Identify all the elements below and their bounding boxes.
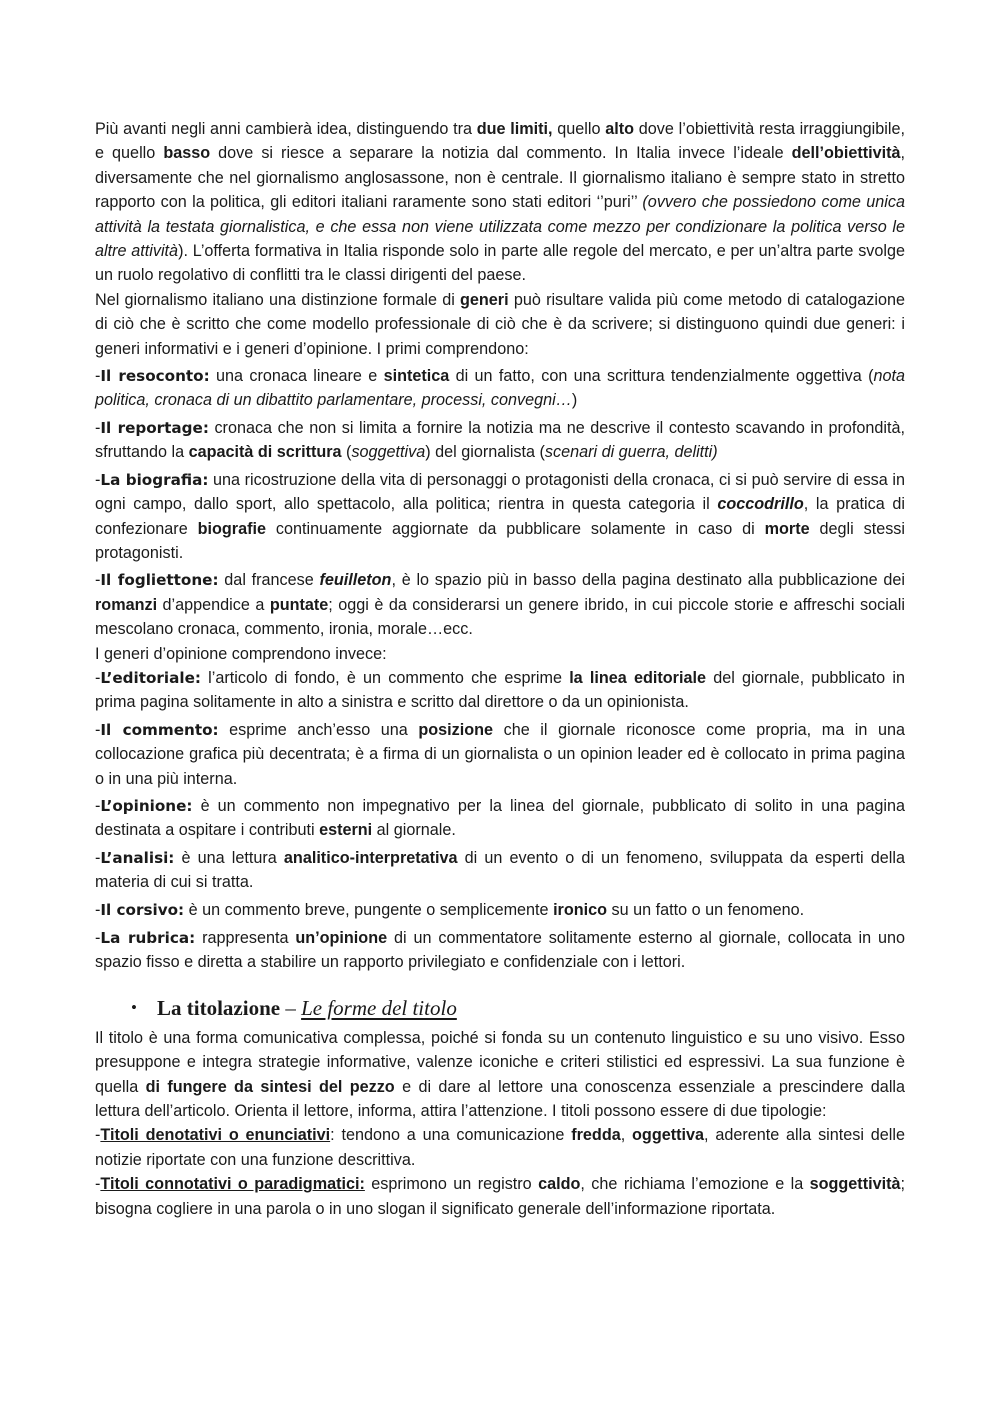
text-run: coccodrillo xyxy=(717,495,804,514)
text-run: d’appendice a xyxy=(157,595,270,614)
text-run: cronaca che non si limita a fornire la notizia ma ne descrive il contesto scavando in profondità, sfruttando la xyxy=(95,418,906,462)
text-run: - xyxy=(95,720,101,739)
text-run: l’articolo di fondo, è un commento che esprime xyxy=(200,668,570,687)
text-run: - xyxy=(95,571,101,590)
text-run: rappresenta xyxy=(195,929,296,947)
genre-term: La biografia: xyxy=(100,470,209,489)
text-run: feuilleton xyxy=(319,571,392,590)
text-run: romanzi xyxy=(95,595,158,614)
text-run: ; oggi è da considerarsi un genere ibrido, in cui piccole storie e affreschi sociali mescolano cronaca, commento, ironia, morale…ecc. xyxy=(95,595,905,639)
text-run: - xyxy=(95,418,101,437)
text-run: biografie xyxy=(197,519,266,538)
text-run: - xyxy=(95,796,101,815)
text-run: è un commento non impegnativo per la linea del giornale, pubblicato di solito in una pagina destinata a ospitare i contributi xyxy=(95,796,905,840)
text-run: - xyxy=(95,1175,101,1194)
text-run: al giornale. xyxy=(372,821,456,840)
text-run: sintetica xyxy=(383,367,450,386)
genre-term: Il corsivo: xyxy=(100,900,185,919)
text-run: esterni xyxy=(319,821,373,840)
text-run: - xyxy=(95,470,101,489)
text-run: capacità di scrittura xyxy=(188,443,342,462)
text-run: una cronaca lineare e xyxy=(209,367,384,386)
text-run: , xyxy=(620,1126,633,1145)
text-run: - xyxy=(95,929,101,947)
text-run: - xyxy=(95,668,101,687)
text-run: è un commento breve, pungente o semplicemente xyxy=(184,900,554,919)
text-run: morte xyxy=(764,519,810,538)
text-run: , diversamente che nel giornalismo anglosassone, non è centrale. Il giornalismo italiano è sempre stato in stretto rapporto con la politica, gli editori italiani raramente sono stati editori ‘’puri’’ xyxy=(95,144,905,212)
text-run: fredda xyxy=(571,1126,621,1145)
text-run: di un commentatore solitamente esterno al giornale, collocata in uno spazio fisso e diretta a stabilire un rapporto privilegiato e confidenziale con i lettori. xyxy=(95,929,905,972)
text-run: oggettiva xyxy=(632,1126,704,1145)
paragraph-genres xyxy=(95,288,905,361)
text-run: ( xyxy=(341,443,352,462)
genre-term: Il commento: xyxy=(100,720,219,739)
text-run: analitico-interpretativa xyxy=(283,848,458,867)
text-run: soggettività xyxy=(809,1175,901,1194)
text-run: del giornale, pubblicato in prima pagina solitamente in alto a sinistra e scritto dal direttore o da un opinionista. xyxy=(95,668,905,712)
genre-feuilleton xyxy=(95,568,905,641)
text-run: Titoli connotativi o paradigmatici: xyxy=(100,1175,365,1194)
text-run: è una lettura xyxy=(174,848,284,867)
text-run: nota politica, cronaca di un dibattito parlamentare, processi, convegni… xyxy=(95,367,905,410)
text-run: dove si riesce a separare la notizia dal commento. In Italia invece l’ideale xyxy=(210,144,792,163)
text-run: dove l’obiettività resta irraggiungibile, e quello xyxy=(95,120,905,163)
text-run: posizione xyxy=(418,720,494,739)
text-run: - xyxy=(95,1126,101,1145)
genre-resoconto xyxy=(95,364,905,413)
document-page xyxy=(95,117,905,1221)
section-heading xyxy=(95,993,905,1023)
text-run: può risultare valida più come metodo di catalogazione di ciò che è scritto che come modello professionale di ciò che è da scrivere; si distinguono quindi due generi: i generi informativi e i generi d’opinione. I primi comprendono: xyxy=(95,290,905,358)
text-run: dell’obiettività xyxy=(791,144,901,163)
text-run: , che richiama l’emozione e la xyxy=(580,1175,810,1194)
text-run: alto xyxy=(605,120,635,138)
genre-editoriale xyxy=(95,666,905,715)
text-run: Più avanti negli anni cambierà idea, distinguendo tra xyxy=(95,120,477,138)
text-run: due limiti, xyxy=(476,120,553,138)
genre-term: Il fogliettone: xyxy=(100,571,219,590)
text-run: basso xyxy=(163,144,211,163)
text-run: - xyxy=(95,367,101,386)
genre-analisi xyxy=(95,846,905,895)
text-run: generi xyxy=(460,290,509,309)
genre-term: La rubrica: xyxy=(100,929,196,947)
text-run: , aderente alla sintesi delle notizie riportate con una funzione descrittiva. xyxy=(95,1126,905,1169)
genre-reportage xyxy=(95,416,905,465)
text-run: di un evento o di un fenomeno, sviluppata da esperti della materia di cui si tratta. xyxy=(95,848,905,892)
genre-term: Il reportage: xyxy=(100,418,209,437)
genre-biografia xyxy=(95,468,905,566)
text-run: quello xyxy=(552,120,606,138)
text-run: soggettiva xyxy=(351,443,426,462)
paragraph-opinion-genres xyxy=(95,642,905,666)
text-run: caldo xyxy=(538,1175,581,1194)
text-run: di un fatto, con una scrittura tendenzialmente oggettiva ( xyxy=(449,367,874,386)
text-run: esprimono un registro xyxy=(364,1175,539,1194)
text-run: che il giornale riconosce come propria, ma in una collocazione grafica più decentrata; è a firma di un giornalista o un opinion leader ed è collocato in prima pagina o in una più interna. xyxy=(95,720,905,788)
text-run: ) xyxy=(571,391,578,410)
text-run: (ovvero che possiedono come unica attività la testata giornalistica, e che essa non viene utilizzata come mezzo per condizionare la politica verso le altre attività xyxy=(95,193,905,261)
section-dash: – xyxy=(280,995,302,1020)
paragraph-title-definition xyxy=(95,1026,905,1124)
text-run: - xyxy=(95,848,101,867)
text-run: una ricostruzione della vita di personaggi o protagonisti della cronaca, ci si può servire di essa in ogni campo, dallo sport, allo spettacolo, alla politica; rientra in questa categoria il xyxy=(95,470,905,514)
text-run: ) del giornalista ( xyxy=(425,443,545,462)
text-run: ). L’offerta formativa in Italia risponde solo in parte alle regole del mercato, e per un’altra parte svolge un ruolo regolativo di conflitti tra le classi dirigenti del paese. xyxy=(95,242,905,285)
text-run: - xyxy=(95,900,101,919)
section-title: La titolazione xyxy=(157,995,281,1020)
text-run: puntate xyxy=(269,595,329,614)
text-run: e di dare al lettore una conoscenza essenziale a prescindere dalla lettura dell’articolo. Orienta il lettore, informa, attira l’attenzione. I titoli possono essere di due tipologie: xyxy=(95,1077,906,1121)
paragraph-objectivity xyxy=(95,117,905,288)
text-run: ironico xyxy=(553,900,608,919)
title-type-denotativi xyxy=(95,1123,905,1172)
genre-term: L’editoriale: xyxy=(100,668,201,687)
text-run: degli stessi protagonisti. xyxy=(95,519,905,562)
text-run: Nel giornalismo italiano una distinzione formale di xyxy=(95,290,461,309)
text-run: dal francese xyxy=(218,571,320,590)
text-run: ; bisogna cogliere in una parola o in uno slogan il significato generale dell’informazione riportata. xyxy=(95,1175,905,1218)
genre-corsivo xyxy=(95,898,905,922)
text-run: esprime anch’esso una xyxy=(218,720,419,739)
text-run: continuamente aggiornate da pubblicare solamente in caso di xyxy=(265,519,765,538)
text-run: I generi d’opinione comprendono invece: xyxy=(95,644,387,663)
text-run: : tendono a una comunicazione xyxy=(330,1126,572,1145)
genre-commento xyxy=(95,718,905,791)
genre-term: L’opinione: xyxy=(100,796,193,815)
text-run: un’opinione xyxy=(295,929,388,947)
genre-opinione xyxy=(95,794,905,843)
bullet-icon: • xyxy=(131,997,137,1017)
text-run: , è lo spazio più in basso della pagina destinato alla pubblicazione dei xyxy=(391,571,905,590)
section-subtitle: Le forme del titolo xyxy=(301,995,457,1020)
text-run: scenari di guerra, delitti) xyxy=(544,443,718,462)
text-run: la linea editoriale xyxy=(569,668,706,687)
genre-rubrica xyxy=(95,926,905,975)
genre-term: L’analisi: xyxy=(100,848,175,867)
title-type-connotativi xyxy=(95,1172,905,1221)
text-run: Il titolo è una forma comunicativa complessa, poiché si fonda su un contenuto linguistico e su uno visivo. Esso presuppone e integra strategie informative, valenze iconiche e criteri stilistici ed espressivi. La sua funzione è quella xyxy=(95,1028,905,1096)
text-run: di fungere da sintesi del pezzo xyxy=(145,1077,395,1096)
text-run: Titoli denotativi o enunciativi xyxy=(100,1126,331,1145)
genre-term: Il resoconto: xyxy=(100,367,210,386)
text-run: su un fatto o un fenomeno. xyxy=(607,900,805,919)
text-run: , la pratica di confezionare xyxy=(95,495,905,538)
